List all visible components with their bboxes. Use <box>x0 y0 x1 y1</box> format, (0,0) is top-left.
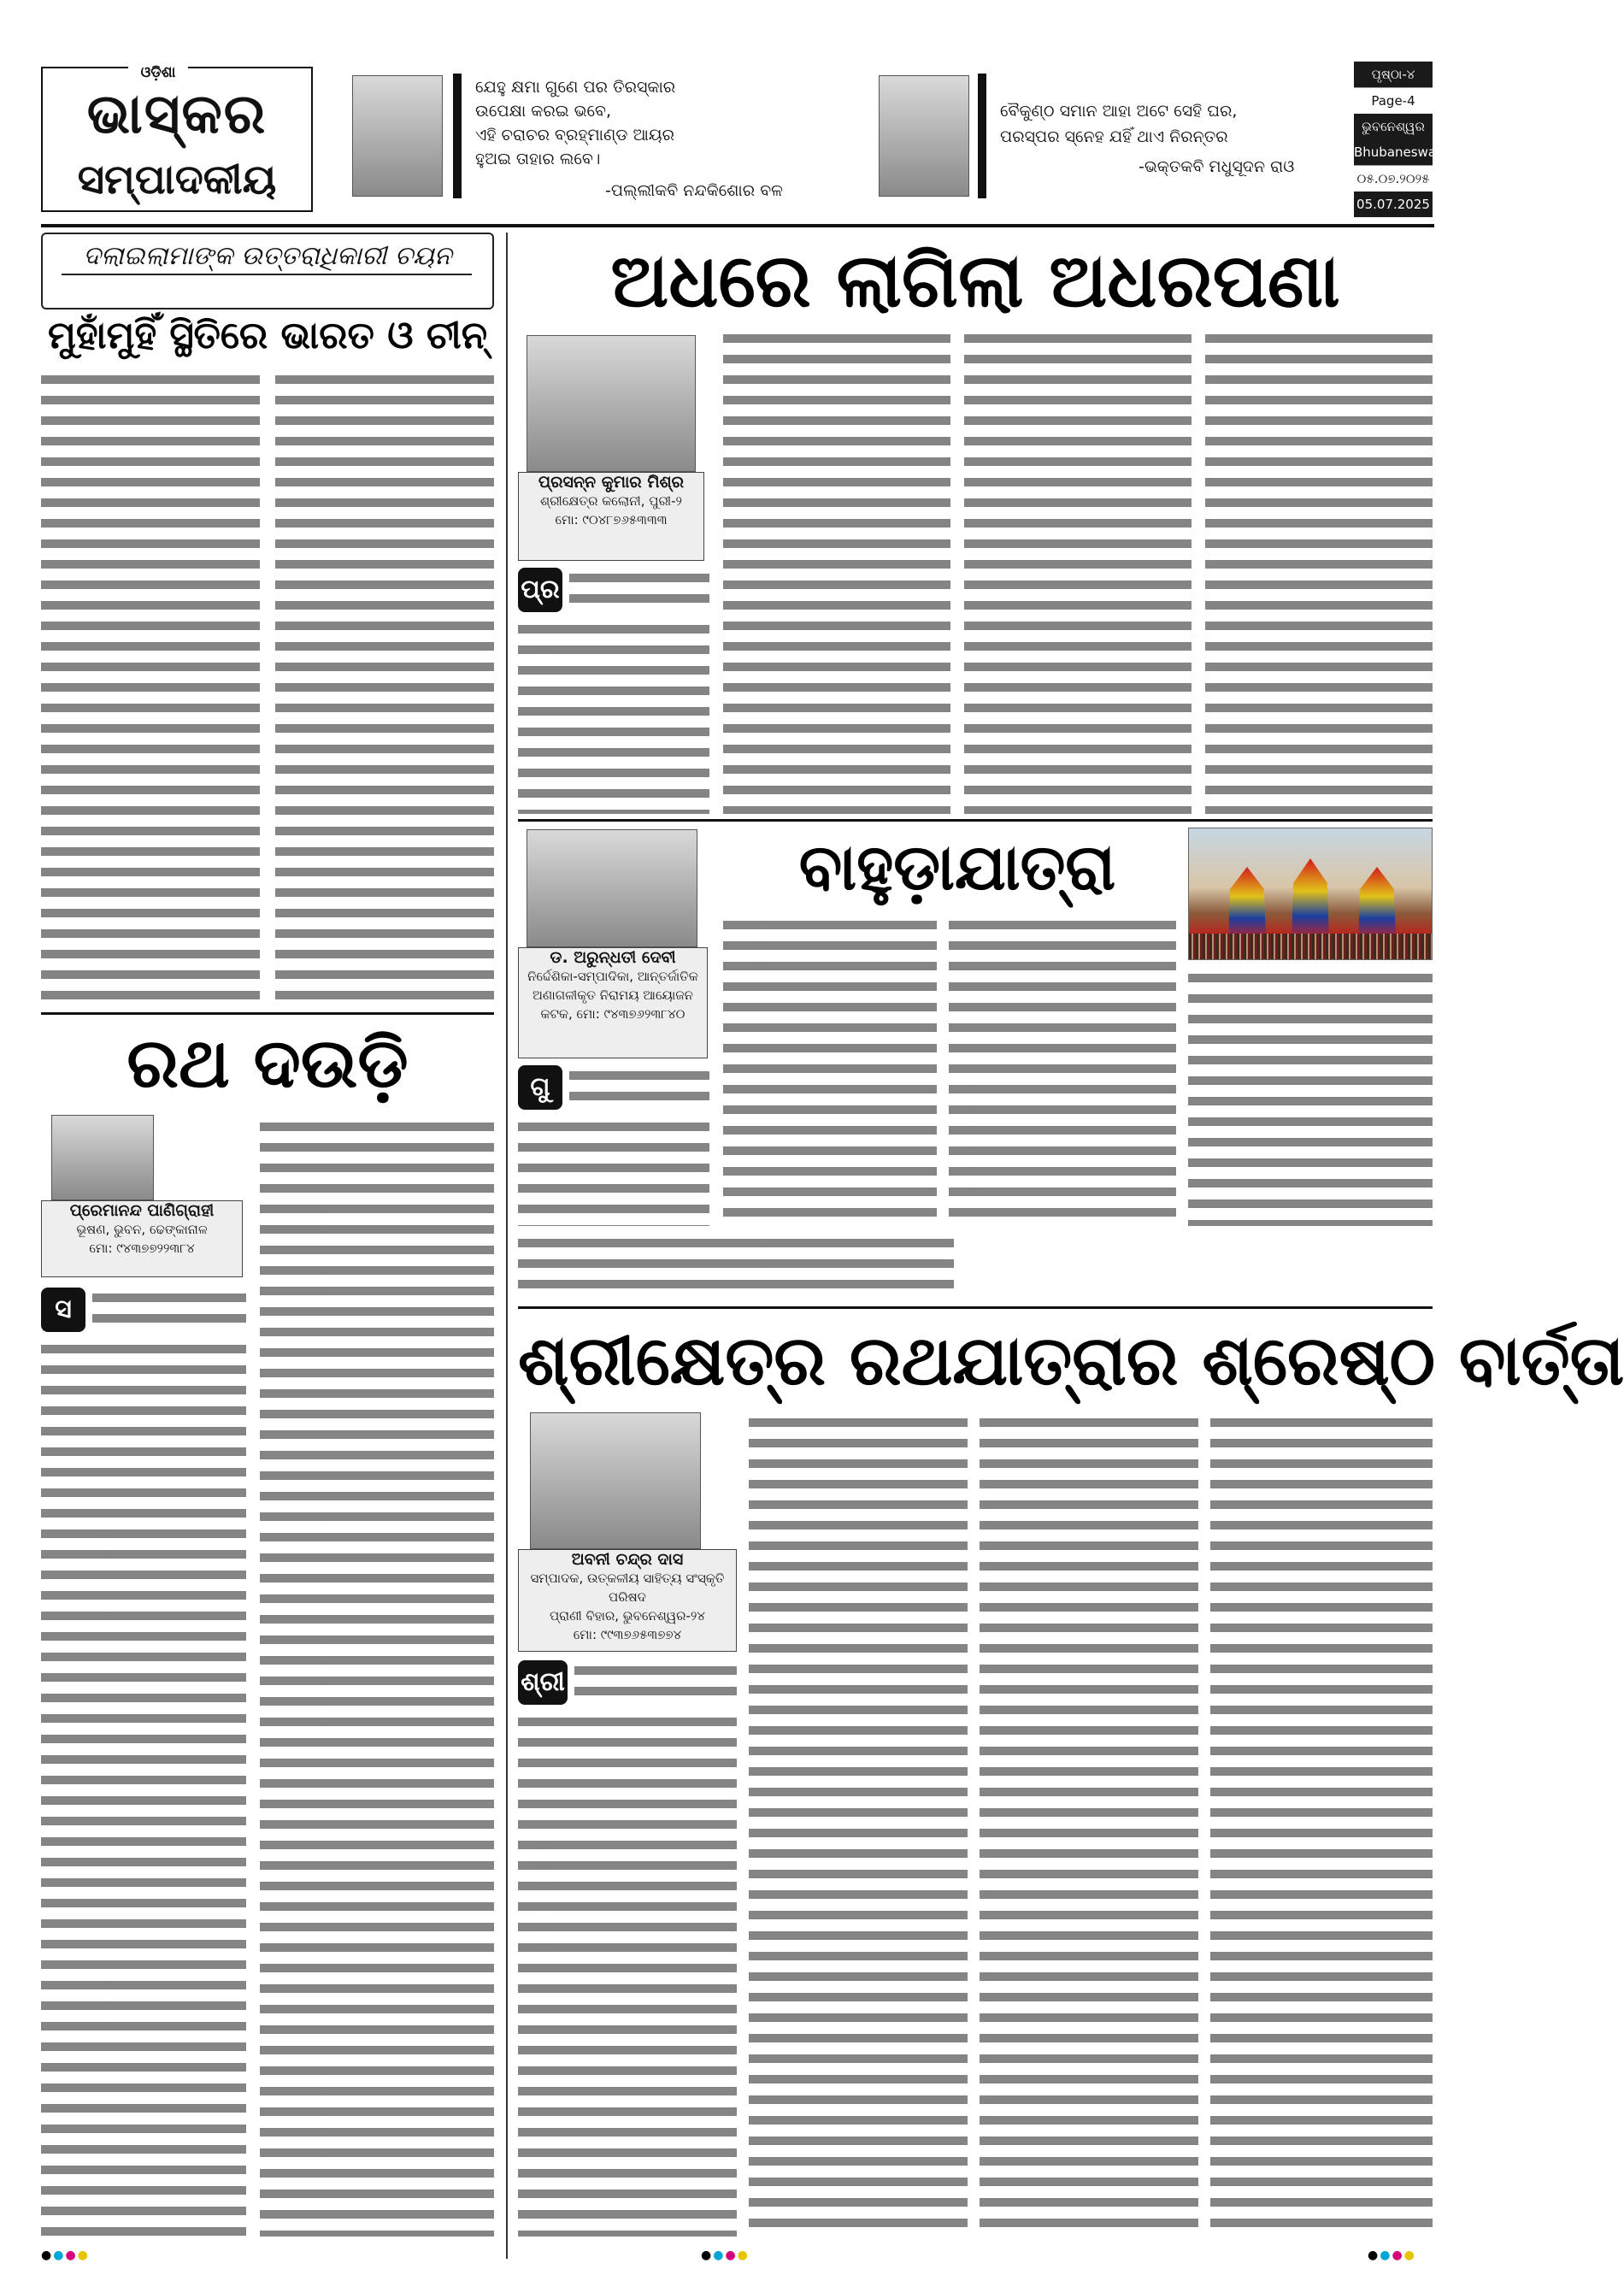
rath-yatra-photo <box>1188 828 1433 960</box>
article1-author-place: ଶ୍ରୀକ୍ଷେତ୍ର କଲୋନୀ, ପୁରୀ-୨ <box>539 493 683 509</box>
article4-author-title: ସମ୍ପାଦକ, ଉତ୍କଳୀୟ ସାହିତ୍ୟ ସଂସ୍କୃତି ପରିଷଦ <box>530 1571 725 1605</box>
article3-headline: ରଥ ଦଉଡ଼ି <box>127 1023 409 1103</box>
quote-left-line: ଯେହୁ କ୍ଷମା ଗୁଣେ ପର ତିରସ୍କାର <box>475 78 676 97</box>
city-en: Bhubaneswar <box>1354 139 1433 165</box>
city-or: ଭୁବନେଶ୍ୱର <box>1354 114 1433 139</box>
crowd-shape <box>1189 934 1432 959</box>
article4-text-lead <box>574 1660 737 1706</box>
article1-byline <box>518 472 704 561</box>
article1-author-photo <box>527 335 696 472</box>
registration-marks-left: ●●●● <box>41 2248 90 2262</box>
editorial-kicker: ଦଲାଇଲାମାଙ୍କ ଉତ୍ତରାଧିକାରୀ ଚୟନ <box>83 241 452 271</box>
article3-author-place: ଭୂଷଣ, ଭୁବନ, ଢେଙ୍କାନାଳ <box>76 1222 208 1237</box>
editorial-column-1 <box>41 369 260 1002</box>
masthead-state-label: ଓଡ଼ିଶା <box>128 63 188 82</box>
registration-marks-center: ●●●● <box>701 2248 750 2262</box>
masthead-section-name: ସମ୍ପାଦକୀୟ <box>77 156 277 203</box>
article2-headline: ବାହୁଡ଼ାଯାତ୍ରା <box>798 831 1116 905</box>
article2-dropcap: ଗୁ <box>518 1065 562 1110</box>
poet-portrait-right <box>879 75 969 197</box>
quote-left-bar <box>453 74 462 198</box>
article1-dropcap: ପ୍ର <box>518 568 562 612</box>
editorial-kicker-rule <box>62 274 472 275</box>
article1-column-4 <box>1205 328 1433 814</box>
article1-column-1 <box>518 619 709 814</box>
article1-column-2 <box>723 328 950 814</box>
chariot-shape <box>1228 867 1266 940</box>
article4-author-phone: ମୋ: ୯୯୩୭୬୫୩୭୭୪ <box>573 1627 682 1642</box>
article3-author-phone: ମୋ: ୯୪୩୭୭୨୨୩୮୪ <box>89 1241 195 1256</box>
page-number-or: ପୃଷ୍ଠା-୪ <box>1354 62 1433 87</box>
article4-column-4 <box>1210 1412 1433 2237</box>
article4-column-1 <box>518 1712 737 2237</box>
quote-left-line: ହୁଅଇ ତାହାର ଲବେ। <box>475 150 601 168</box>
article2-author-photo <box>527 829 697 947</box>
chariot-shape <box>1358 867 1396 940</box>
section-divider <box>518 1306 1433 1309</box>
article2-text-lead <box>569 1065 709 1111</box>
article1-headline: ଅଧରେ ଲାଗିଲା ଅଧରପଣା <box>610 239 1340 324</box>
article3-column-1 <box>41 1339 246 2237</box>
quote-right-author: -ଭକ୍ତକବି ମଧୁସୂଦନ ରାଓ <box>1139 157 1295 176</box>
article3-text-lead <box>92 1288 246 1334</box>
quote-left-line: ଉପେକ୍ଷା କରଇ ଭବେ, <box>475 102 612 121</box>
article2-author-org: ଅଣାଗଳୀକୃତ ନିରାମୟ ଆୟୋଜନ <box>533 987 693 1003</box>
section-divider <box>41 1012 494 1015</box>
registration-marks-right: ●●●● <box>1368 2248 1416 2262</box>
article1-text-lead <box>569 568 709 614</box>
article2-byline <box>518 947 708 1058</box>
date-en: 05.07.2025 <box>1354 192 1433 217</box>
article3-author-name: ପ୍ରେମାନନ୍ଦ ପାଣିଗ୍ରାହୀ <box>69 1201 215 1220</box>
article4-author-place: ପ୍ରାଣୀ ବିହାର, ଭୁବନେଶ୍ୱର-୨୪ <box>549 1608 706 1624</box>
article1-author-name: ପ୍ରସନ୍ନ କୁମାର ମିଶ୍ର <box>538 473 685 492</box>
article3-continued <box>518 1233 954 1300</box>
article2-author-place: କଟକ, ମୋ: ୯୪୩୭୬୨୩୮୪୦ <box>540 1006 685 1022</box>
article2-author-name: ଡ. ଅରୁନ୍ଧତୀ ଦେବୀ <box>550 948 676 967</box>
quote-left-author: -ପଲ୍ଲୀକବି ନନ୍ଦକିଶୋର ବଳ <box>605 181 783 200</box>
article4-author-name: ଅବନୀ ଚନ୍ଦ୍ର ଦାସ <box>571 1550 684 1569</box>
article3-dropcap: ସ <box>41 1288 85 1332</box>
article3-author-photo <box>51 1115 154 1200</box>
date-or: ୦୫.୦୭.୨୦୨୫ <box>1354 165 1433 192</box>
quote-right-line: ପରସ୍ପର ସ୍ନେହ ଯହିଁ ଥାଏ ନିରନ୍ତର <box>1000 127 1228 146</box>
article4-byline <box>518 1549 737 1652</box>
article2-column-3 <box>949 915 1176 1226</box>
masthead-paper-name: ଭାସ୍କର <box>86 83 268 146</box>
article2-column-4 <box>1188 968 1433 1226</box>
poet-portrait-left <box>352 75 443 197</box>
masthead-rule <box>41 224 1434 227</box>
article4-column-2 <box>749 1412 968 2237</box>
editorial-column-2 <box>275 369 494 1002</box>
article3-column-2 <box>260 1117 494 2237</box>
article4-headline: ଶ୍ରୀକ୍ଷେତ୍ର ରଥଯାତ୍ରାର ଶ୍ରେଷ୍ଠ ବାର୍ତ୍ତା <box>518 1321 1624 1400</box>
article2-column-2 <box>723 915 937 1226</box>
article3-byline <box>41 1200 243 1277</box>
page-number-en: Page-4 <box>1354 87 1433 114</box>
page-info-box <box>1354 62 1442 221</box>
quote-right-bar <box>978 74 986 198</box>
article2-author-title: ନିର୍ଦ୍ଦେଶିକା-ସମ୍ପାଦିକା, ଆନ୍ତର୍ଜାତିକ <box>527 969 698 984</box>
article4-dropcap: ଶ୍ରୀ <box>518 1660 568 1705</box>
article4-column-3 <box>980 1412 1198 2237</box>
quote-right-line: ବୈକୁଣ୍ଠ ସମାନ ଆହା ଅଟେ ସେହି ଘର, <box>1000 102 1238 121</box>
chariot-shape <box>1292 858 1329 940</box>
article4-author-photo <box>530 1412 701 1549</box>
article2-column-1 <box>518 1117 709 1226</box>
quote-left-line: ଏହି ଚରାଚର ବ୍ରହ୍ମାଣ୍ଡ ଆୟର <box>475 126 674 144</box>
editorial-headline: ମୁହାଁମୁହିଁ ସ୍ଥିତିରେ ଭାରତ ଓ ଚୀନ୍ <box>47 314 488 357</box>
article1-author-phone: ମୋ: ୯୦୪୮୭୬୫୩୩୩ <box>555 512 668 527</box>
column-divider <box>506 233 508 2259</box>
section-divider <box>518 819 1433 822</box>
article1-column-3 <box>964 328 1192 814</box>
